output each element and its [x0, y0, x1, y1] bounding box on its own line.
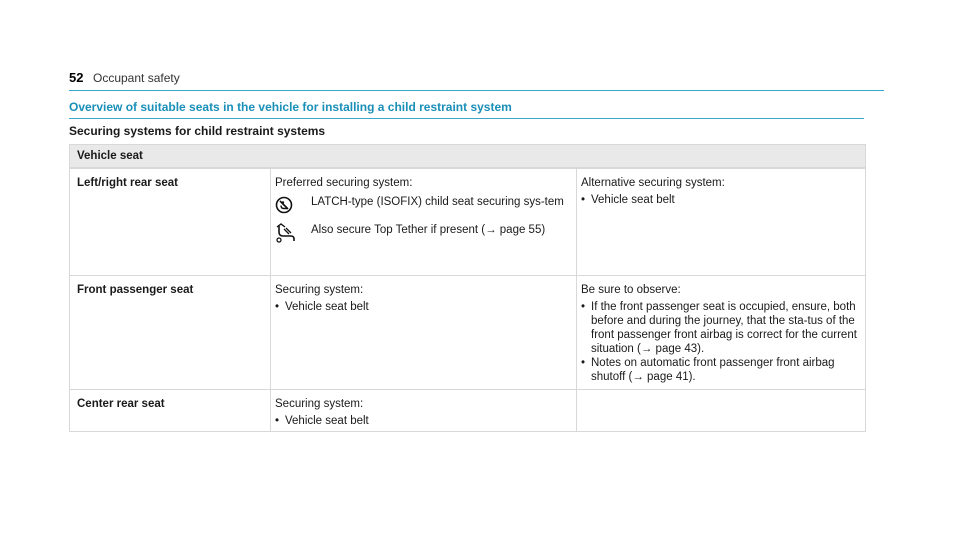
cell-intro: Securing system:	[275, 398, 364, 410]
bullet-list	[275, 414, 572, 428]
bullet-list	[581, 193, 861, 207]
observe-cell	[576, 276, 865, 389]
top-tether-text: Also secure Top Tether if present (→ page 55)	[311, 224, 546, 236]
securing-system-cell	[270, 276, 576, 389]
isofix-text: LATCH-type (ISOFIX) child seat securing sys-tem	[311, 196, 564, 208]
section-title: Overview of suitable seats in the vehicle for installing a child restraint system	[69, 100, 864, 119]
table-row	[70, 168, 865, 275]
empty-cell	[576, 390, 865, 431]
securing-system-cell	[270, 390, 576, 431]
table-row	[70, 389, 865, 431]
page-number: 52	[69, 70, 84, 85]
table-header: Vehicle seat	[70, 145, 865, 168]
isofix-icon	[275, 195, 311, 215]
seat-name: Left/right rear seat	[77, 177, 178, 189]
bullet-list	[275, 300, 572, 314]
alternative-system-cell	[576, 169, 865, 275]
preferred-system-cell	[270, 169, 576, 275]
list-item: • Vehicle seat belt	[275, 414, 572, 428]
list-item: • If the front passenger seat is occupied, ensure, both before and during the journey, that the sta-tus of the front passenger front airbag is correct for the current situation (→ page 43).	[581, 300, 861, 356]
page-title: Occupant safety	[93, 71, 180, 85]
list-item: • Notes on automatic front passenger front airbag shutoff (→ page 41).	[581, 356, 861, 384]
seat-name: Center rear seat	[77, 398, 165, 410]
list-item: • Vehicle seat belt	[275, 300, 572, 314]
seat-table	[69, 144, 866, 432]
seat-name: Front passenger seat	[77, 284, 194, 296]
cell-intro: Securing system:	[275, 284, 364, 296]
top-tether-icon	[275, 223, 311, 243]
top-tether-item	[275, 223, 572, 243]
table-row	[70, 275, 865, 389]
list-item: • Vehicle seat belt	[581, 193, 861, 207]
page-header	[69, 70, 884, 91]
cell-intro: Preferred securing system:	[275, 177, 413, 189]
cell-intro: Be sure to observe:	[581, 284, 681, 296]
cell-intro: Alternative securing system:	[581, 177, 725, 189]
isofix-item	[275, 195, 572, 215]
table-subtitle: Securing systems for child restraint systems	[69, 124, 326, 138]
bullet-list	[581, 300, 861, 384]
